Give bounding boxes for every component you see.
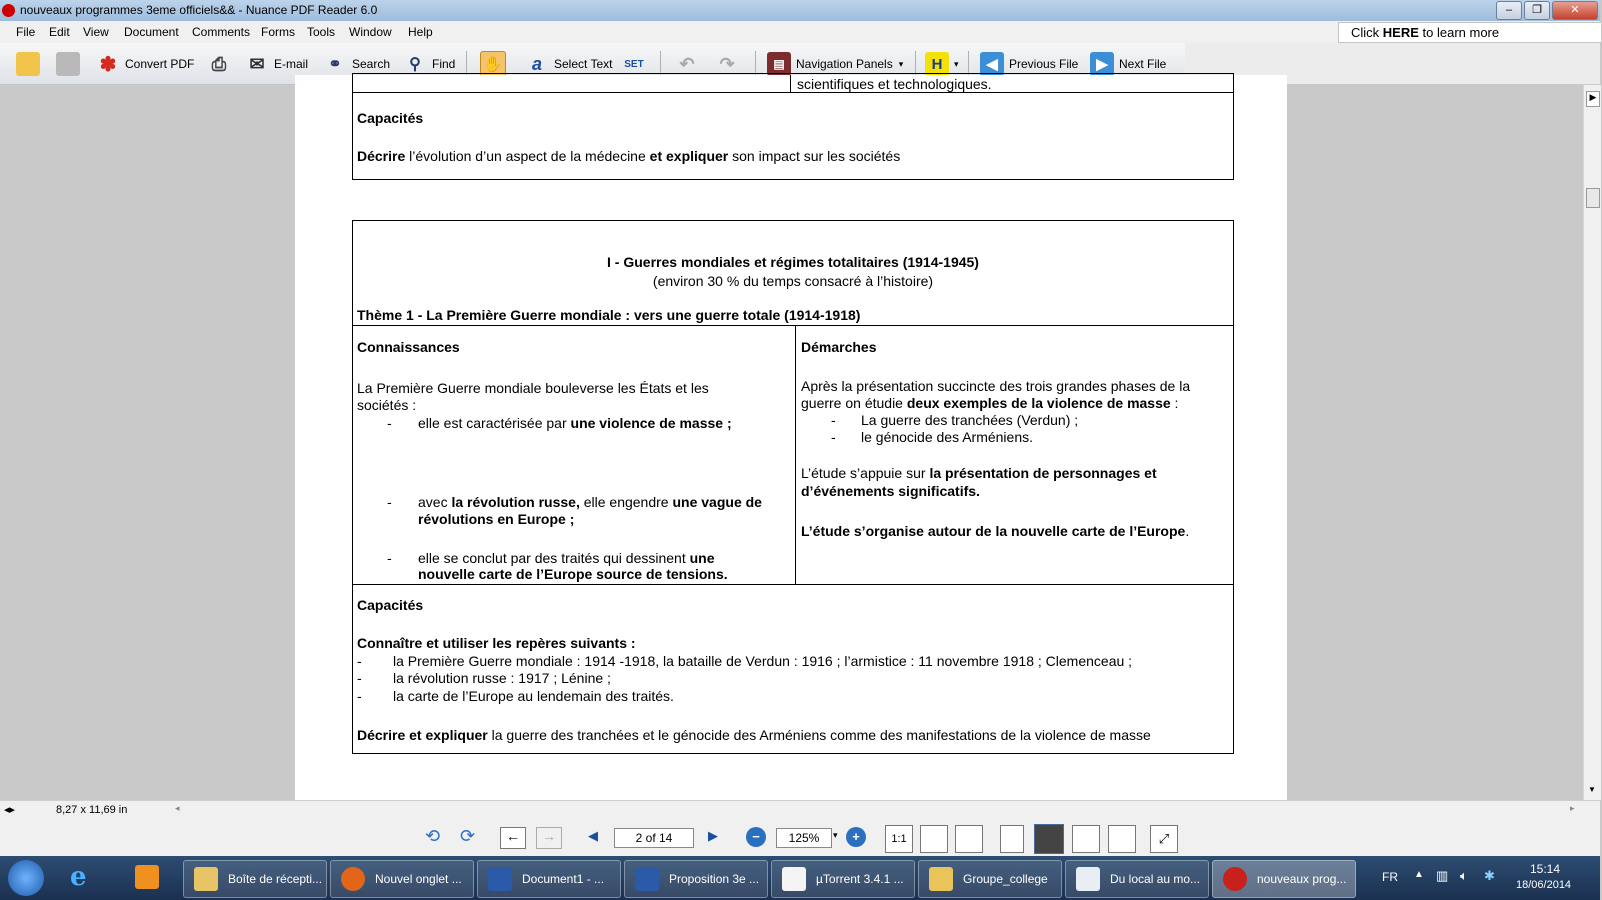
- bullet-dash: -: [357, 653, 362, 669]
- app-icon: [2, 4, 15, 17]
- approach-heading: Démarches: [801, 339, 877, 355]
- section-subtitle: (environ 30 % du temps consacré à l’histoire): [652, 273, 934, 289]
- top-fragment-text: scientifiques et technologiques.: [797, 76, 992, 92]
- taskbar-item[interactable]: [330, 860, 474, 898]
- convert-pdf-button[interactable]: [96, 50, 194, 78]
- scrollbar-thumb[interactable]: [1586, 188, 1600, 208]
- menu-tools[interactable]: Tools: [307, 25, 336, 39]
- bullet-dash: -: [387, 494, 392, 510]
- clock-date[interactable]: 18/06/2014: [1516, 879, 1572, 891]
- capacities-item: la Première Guerre mondiale : 1914 -1918, la bataille de Verdun : 1916 ; l’armistice : 11 novembre 1918 ; Clemenceau ;: [393, 653, 1133, 669]
- mail-icon: [194, 867, 218, 891]
- title-bar: [0, 0, 1600, 21]
- open-button[interactable]: [16, 50, 45, 78]
- binoculars-icon: ⚭: [328, 56, 342, 73]
- start-button[interactable]: [8, 860, 44, 896]
- document-viewport[interactable]: [0, 76, 1583, 800]
- firefox-icon: [341, 867, 365, 891]
- theme-title: Thème 1 - La Première Guerre mondiale : vers une guerre totale (1914-1918): [357, 307, 861, 323]
- table-divider: [795, 325, 796, 584]
- actual-size-icon[interactable]: 1:1: [885, 825, 913, 853]
- next-file-icon: ▶: [1090, 52, 1114, 76]
- print-button[interactable]: [207, 50, 236, 78]
- word-icon: [488, 867, 512, 891]
- taskbar-item[interactable]: [477, 860, 621, 898]
- chevron-down-icon: ▾: [954, 58, 959, 69]
- panel-toggle-icon[interactable]: ◂▸: [4, 804, 16, 816]
- chevron-down-icon[interactable]: ▾: [833, 830, 838, 840]
- previous-file-label: Previous File: [1009, 57, 1079, 71]
- bullet-dash: -: [357, 670, 362, 686]
- promo-here: HERE: [1382, 25, 1419, 40]
- chevron-down-icon: ▾: [898, 58, 904, 69]
- bullet-dash: -: [357, 688, 362, 704]
- media-player-icon[interactable]: [135, 865, 159, 889]
- network-icon[interactable]: ▥: [1436, 868, 1449, 883]
- approach-paragraph: d’événements significatifs.: [801, 483, 980, 499]
- close-button[interactable]: ✕: [1552, 1, 1598, 20]
- promo-banner[interactable]: [1338, 22, 1602, 43]
- volume-icon[interactable]: 🔈︎: [1460, 868, 1468, 883]
- email-icon: ✉: [249, 53, 265, 74]
- menu-help[interactable]: Help: [408, 25, 433, 39]
- scroll-down-icon[interactable]: ▼: [1588, 785, 1596, 794]
- menu-view[interactable]: View: [83, 25, 109, 39]
- knowledge-intro: sociétés :: [357, 397, 417, 413]
- scroll-right-icon[interactable]: ▸: [1570, 803, 1575, 813]
- taskbar-item[interactable]: [918, 860, 1062, 898]
- bullet-dash: -: [831, 412, 836, 428]
- folder-icon: [16, 52, 40, 76]
- redo-icon: ↷: [719, 53, 735, 74]
- find-icon: ⚲: [409, 56, 421, 73]
- capacities-heading: Capacités: [357, 110, 424, 126]
- taskbar-item[interactable]: [771, 860, 915, 898]
- menu-edit[interactable]: Edit: [49, 25, 70, 39]
- page-size: 8,27 x 11,69 in: [56, 804, 128, 816]
- navigation-bar: [0, 818, 1600, 856]
- continuous-facing-icon[interactable]: [1108, 825, 1136, 853]
- convert-label: Convert PDF: [125, 57, 195, 71]
- printer-icon: ⎙: [211, 53, 227, 74]
- scroll-left-icon[interactable]: ◂: [175, 803, 180, 813]
- rotate-ccw-icon[interactable]: ⟲: [425, 826, 441, 846]
- rotate-cw-icon[interactable]: ⟳: [460, 826, 476, 846]
- capacities-line: Décrire et expliquer la guerre des tranchées et le génocide des Arméniens comme des manifestations de la violence de masse: [357, 727, 1151, 743]
- bullet-dash: -: [831, 429, 836, 445]
- taskbar-item[interactable]: [1065, 860, 1209, 898]
- table-divider: [352, 92, 1234, 93]
- undo-icon: ↶: [679, 53, 695, 74]
- taskbar-item[interactable]: [183, 860, 327, 898]
- back-icon[interactable]: ←: [500, 827, 526, 849]
- table-divider: [790, 75, 791, 93]
- zoom-in-icon[interactable]: +: [846, 827, 866, 847]
- knowledge-item: révolutions en Europe ;: [418, 511, 575, 527]
- file-icon: [782, 867, 806, 891]
- bullet-dash: -: [387, 415, 392, 431]
- menu-bar: [0, 21, 1600, 44]
- knowledge-item: elle se conclut par des traités qui dessinent une: [418, 550, 715, 566]
- single-page-icon[interactable]: [1000, 825, 1024, 853]
- table-divider: [352, 325, 1234, 326]
- taskbar-item-label: nouveaux prog...: [1257, 872, 1347, 886]
- highlight-icon: H: [925, 52, 949, 76]
- taskbar-item-label: Document1 - ...: [522, 872, 605, 886]
- approach-paragraph: L’étude s’organise autour de la nouvelle carte de l’Europe.: [801, 523, 1190, 539]
- navigation-panels-icon: ▤: [767, 52, 791, 76]
- menu-document[interactable]: Document: [124, 25, 179, 39]
- taskbar: [0, 856, 1600, 900]
- capacities-heading: Capacités: [357, 597, 424, 613]
- taskbar-item-label: µTorrent 3.4.1 ...: [816, 872, 904, 886]
- internet-explorer-icon[interactable]: e: [70, 862, 87, 892]
- taskbar-item[interactable]: [624, 860, 768, 898]
- page-number-field[interactable]: 2 of 14: [614, 828, 694, 848]
- previous-page-icon[interactable]: ◀: [588, 828, 598, 843]
- status-bar: [0, 800, 1600, 819]
- language-indicator[interactable]: FR: [1382, 870, 1398, 884]
- approach-paragraph: L’étude s’appuie sur la présentation de personnages et: [801, 465, 1157, 481]
- email-button[interactable]: [245, 50, 308, 78]
- hand-icon: ✋: [480, 51, 506, 77]
- taskbar-item-label: Boîte de récepti...: [228, 872, 323, 886]
- save-button[interactable]: [56, 50, 85, 78]
- menu-comments[interactable]: Comments: [192, 25, 251, 39]
- bullet-dash: -: [387, 550, 392, 566]
- sync-icon[interactable]: ✱: [1484, 868, 1495, 883]
- taskbar-item-active[interactable]: [1212, 860, 1356, 898]
- capacities-item: la révolution russe : 1917 ; Lénine ;: [393, 670, 611, 686]
- convert-icon: ✽: [99, 53, 117, 76]
- show-hidden-icons-icon[interactable]: ▲: [1414, 869, 1424, 880]
- forward-icon[interactable]: →: [536, 827, 562, 849]
- folder-icon: [929, 867, 953, 891]
- knowledge-item: avec la révolution russe, elle engendre une vague de: [418, 494, 762, 510]
- knowledge-item: elle est caractérisée par une violence de masse ;: [418, 415, 732, 431]
- set-icon: SET: [624, 58, 644, 70]
- select-text-label: Select Text: [554, 57, 613, 71]
- table-divider: [352, 584, 1234, 585]
- nuance-icon: [1223, 867, 1247, 891]
- menu-window[interactable]: Window: [349, 25, 392, 39]
- continuous-page-icon[interactable]: [1034, 824, 1064, 854]
- zoom-field[interactable]: 125%: [776, 828, 832, 848]
- maximize-button[interactable]: ❐: [1524, 1, 1550, 20]
- capacities-line: Décrire l’évolution d’un aspect de la médecine et expliquer son impact sur les sociétés: [357, 148, 901, 164]
- fit-width-icon[interactable]: [920, 825, 948, 853]
- zoom-out-icon[interactable]: −: [746, 827, 766, 847]
- word-icon: [635, 867, 659, 891]
- expand-panel-icon[interactable]: ▶: [1586, 91, 1600, 107]
- knowledge-intro: La Première Guerre mondiale bouleverse les États et les: [357, 380, 709, 396]
- find-label: Find: [432, 57, 456, 71]
- next-file-label: Next File: [1119, 57, 1167, 71]
- fit-page-icon[interactable]: [955, 825, 983, 853]
- pdf-page: [295, 75, 1287, 805]
- approach-intro: Après la présentation succincte des trois grandes phases de la: [801, 378, 1191, 394]
- navigation-panels-label: Navigation Panels: [796, 57, 893, 71]
- next-page-icon[interactable]: ▶: [708, 828, 718, 843]
- promo-prefix: Click: [1351, 25, 1383, 40]
- save-icon: [56, 52, 80, 76]
- approach-item: La guerre des tranchées (Verdun) ;: [861, 412, 1079, 428]
- facing-pages-icon[interactable]: [1072, 825, 1100, 853]
- approach-intro: guerre on étudie deux exemples de la violence de masse :: [801, 395, 1179, 411]
- section-title: I - Guerres mondiales et régimes totalitaires (1914-1945): [607, 254, 979, 270]
- taskbar-item-label: Groupe_college: [963, 872, 1048, 886]
- promo-suffix: to learn more: [1418, 25, 1500, 40]
- pdf-file-icon: [1076, 867, 1100, 891]
- full-screen-icon[interactable]: ⤢: [1150, 825, 1178, 853]
- taskbar-item-label: Du local au mo...: [1110, 872, 1201, 886]
- capacities-item: la carte de l’Europe au lendemain des traités.: [393, 688, 674, 704]
- menu-forms[interactable]: Forms: [261, 25, 295, 39]
- select-text-icon: a: [531, 53, 542, 74]
- taskbar-item-label: Nouvel onglet ...: [375, 872, 462, 886]
- menu-file[interactable]: File: [16, 25, 36, 39]
- approach-item: le génocide des Arméniens.: [861, 429, 1033, 445]
- capacities-intro: Connaître et utiliser les repères suivants :: [357, 635, 636, 651]
- search-label: Search: [352, 57, 391, 71]
- window-title: nouveaux programmes 3eme officiels&& - Nuance PDF Reader 6.0: [20, 3, 378, 17]
- previous-file-icon: ◀: [980, 52, 1004, 76]
- vertical-scrollbar[interactable]: [1583, 85, 1601, 800]
- knowledge-heading: Connaissances: [357, 339, 460, 355]
- knowledge-item: nouvelle carte de l’Europe source de tensions.: [418, 566, 728, 582]
- minimize-button[interactable]: –: [1496, 1, 1522, 20]
- email-label: E-mail: [274, 57, 309, 71]
- taskbar-item-label: Proposition 3e ...: [669, 872, 760, 886]
- clock-time[interactable]: 15:14: [1530, 862, 1561, 876]
